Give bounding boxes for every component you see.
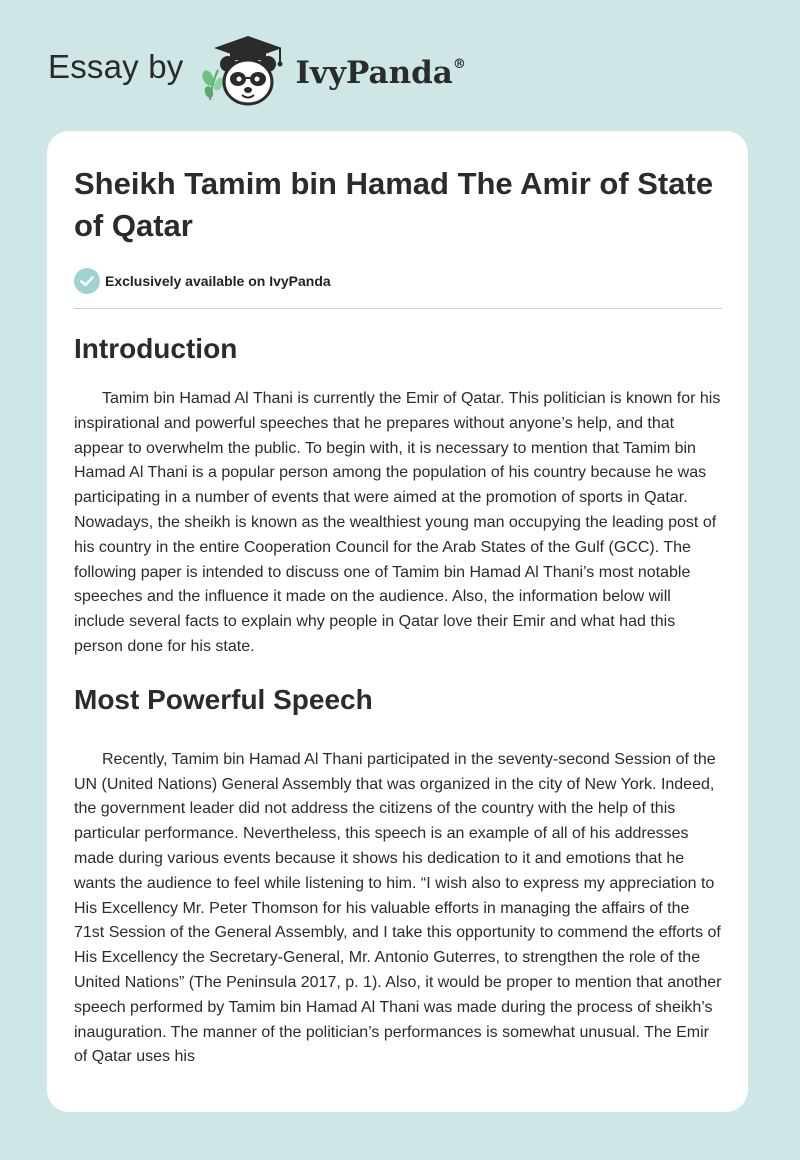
brand-header: [48, 34, 508, 110]
exclusive-badge: [74, 267, 722, 295]
section-heading-most-powerful-speech: Most Powerful Speech: [74, 683, 373, 715]
brand-name: IvyPanda®: [295, 55, 466, 91]
section-paragraph-introduction: Tamim bin Hamad Al Thani is currently the Emir of Qatar. This politician is known for his inspirational and powerful speeches that he prepares without anyone’s help, and that appear to overwhelm the public. To begin with, it is necessary to mention that Tamim bin Hamad Al Thani is a popular person among the population of his country because he was participating in a number of events that were aimed at the promotion of sports in Qatar. Nowadays, the sheikh is known as the wealthiest young man occupying the leading post of his country in the entire Cooperation Council for the Arab States of the Gulf (GCC). The following paper is intended to discuss one of Tamim bin Hamad Al Thani’s most notable speeches and the influence it made on the audience. Also, the information below will include several facts to explain why people in Qatar love their Emir and what had this person done for his state.: [74, 390, 721, 655]
exclusive-badge-label: Exclusively available on IvyPanda: [105, 273, 331, 289]
divider: [74, 308, 722, 309]
essay-card: [47, 131, 748, 1112]
section-heading-introduction: Introduction: [74, 333, 238, 364]
brand-prefix: Essay by: [48, 48, 184, 85]
section-paragraph-most-powerful-speech: Recently, Tamim bin Hamad Al Thani participated in the seventy-second Session of the UN (United Nations) General Assembly that was organized in the city of New York. Indeed, the government leader did not address the citizens of the country with the help of this particular performance. Nevertheless, this speech is an example of all of his addresses made during various events because it shows his dedication to it and emotions that he wants the audience to feel while listening to him. “I wish also to express my appreciation to His Excellency Mr. Peter Thomson for his valuable efforts in managing the affairs of the 71st Session of the General Assembly, and I take this opportunity to commend the efforts of His Excellency the Secretary-General, Mr. Antonio Guterres, to strengthen the role of the United Nations” (The Peninsula 2017, p. 1). Also, it would be proper to mention that another speech performed by Tamim bin Hamad Al Thani was made during the process of sheikh’s inauguration. The manner of the politician’s performances is somewhat unusual. The Emir of Qatar uses his: [74, 750, 722, 1066]
panda-graduate-icon: [196, 34, 292, 110]
check-circle-icon: [74, 268, 100, 294]
page-title: Sheikh Tamim bin Hamad The Amir of State of Qatar: [74, 166, 714, 243]
